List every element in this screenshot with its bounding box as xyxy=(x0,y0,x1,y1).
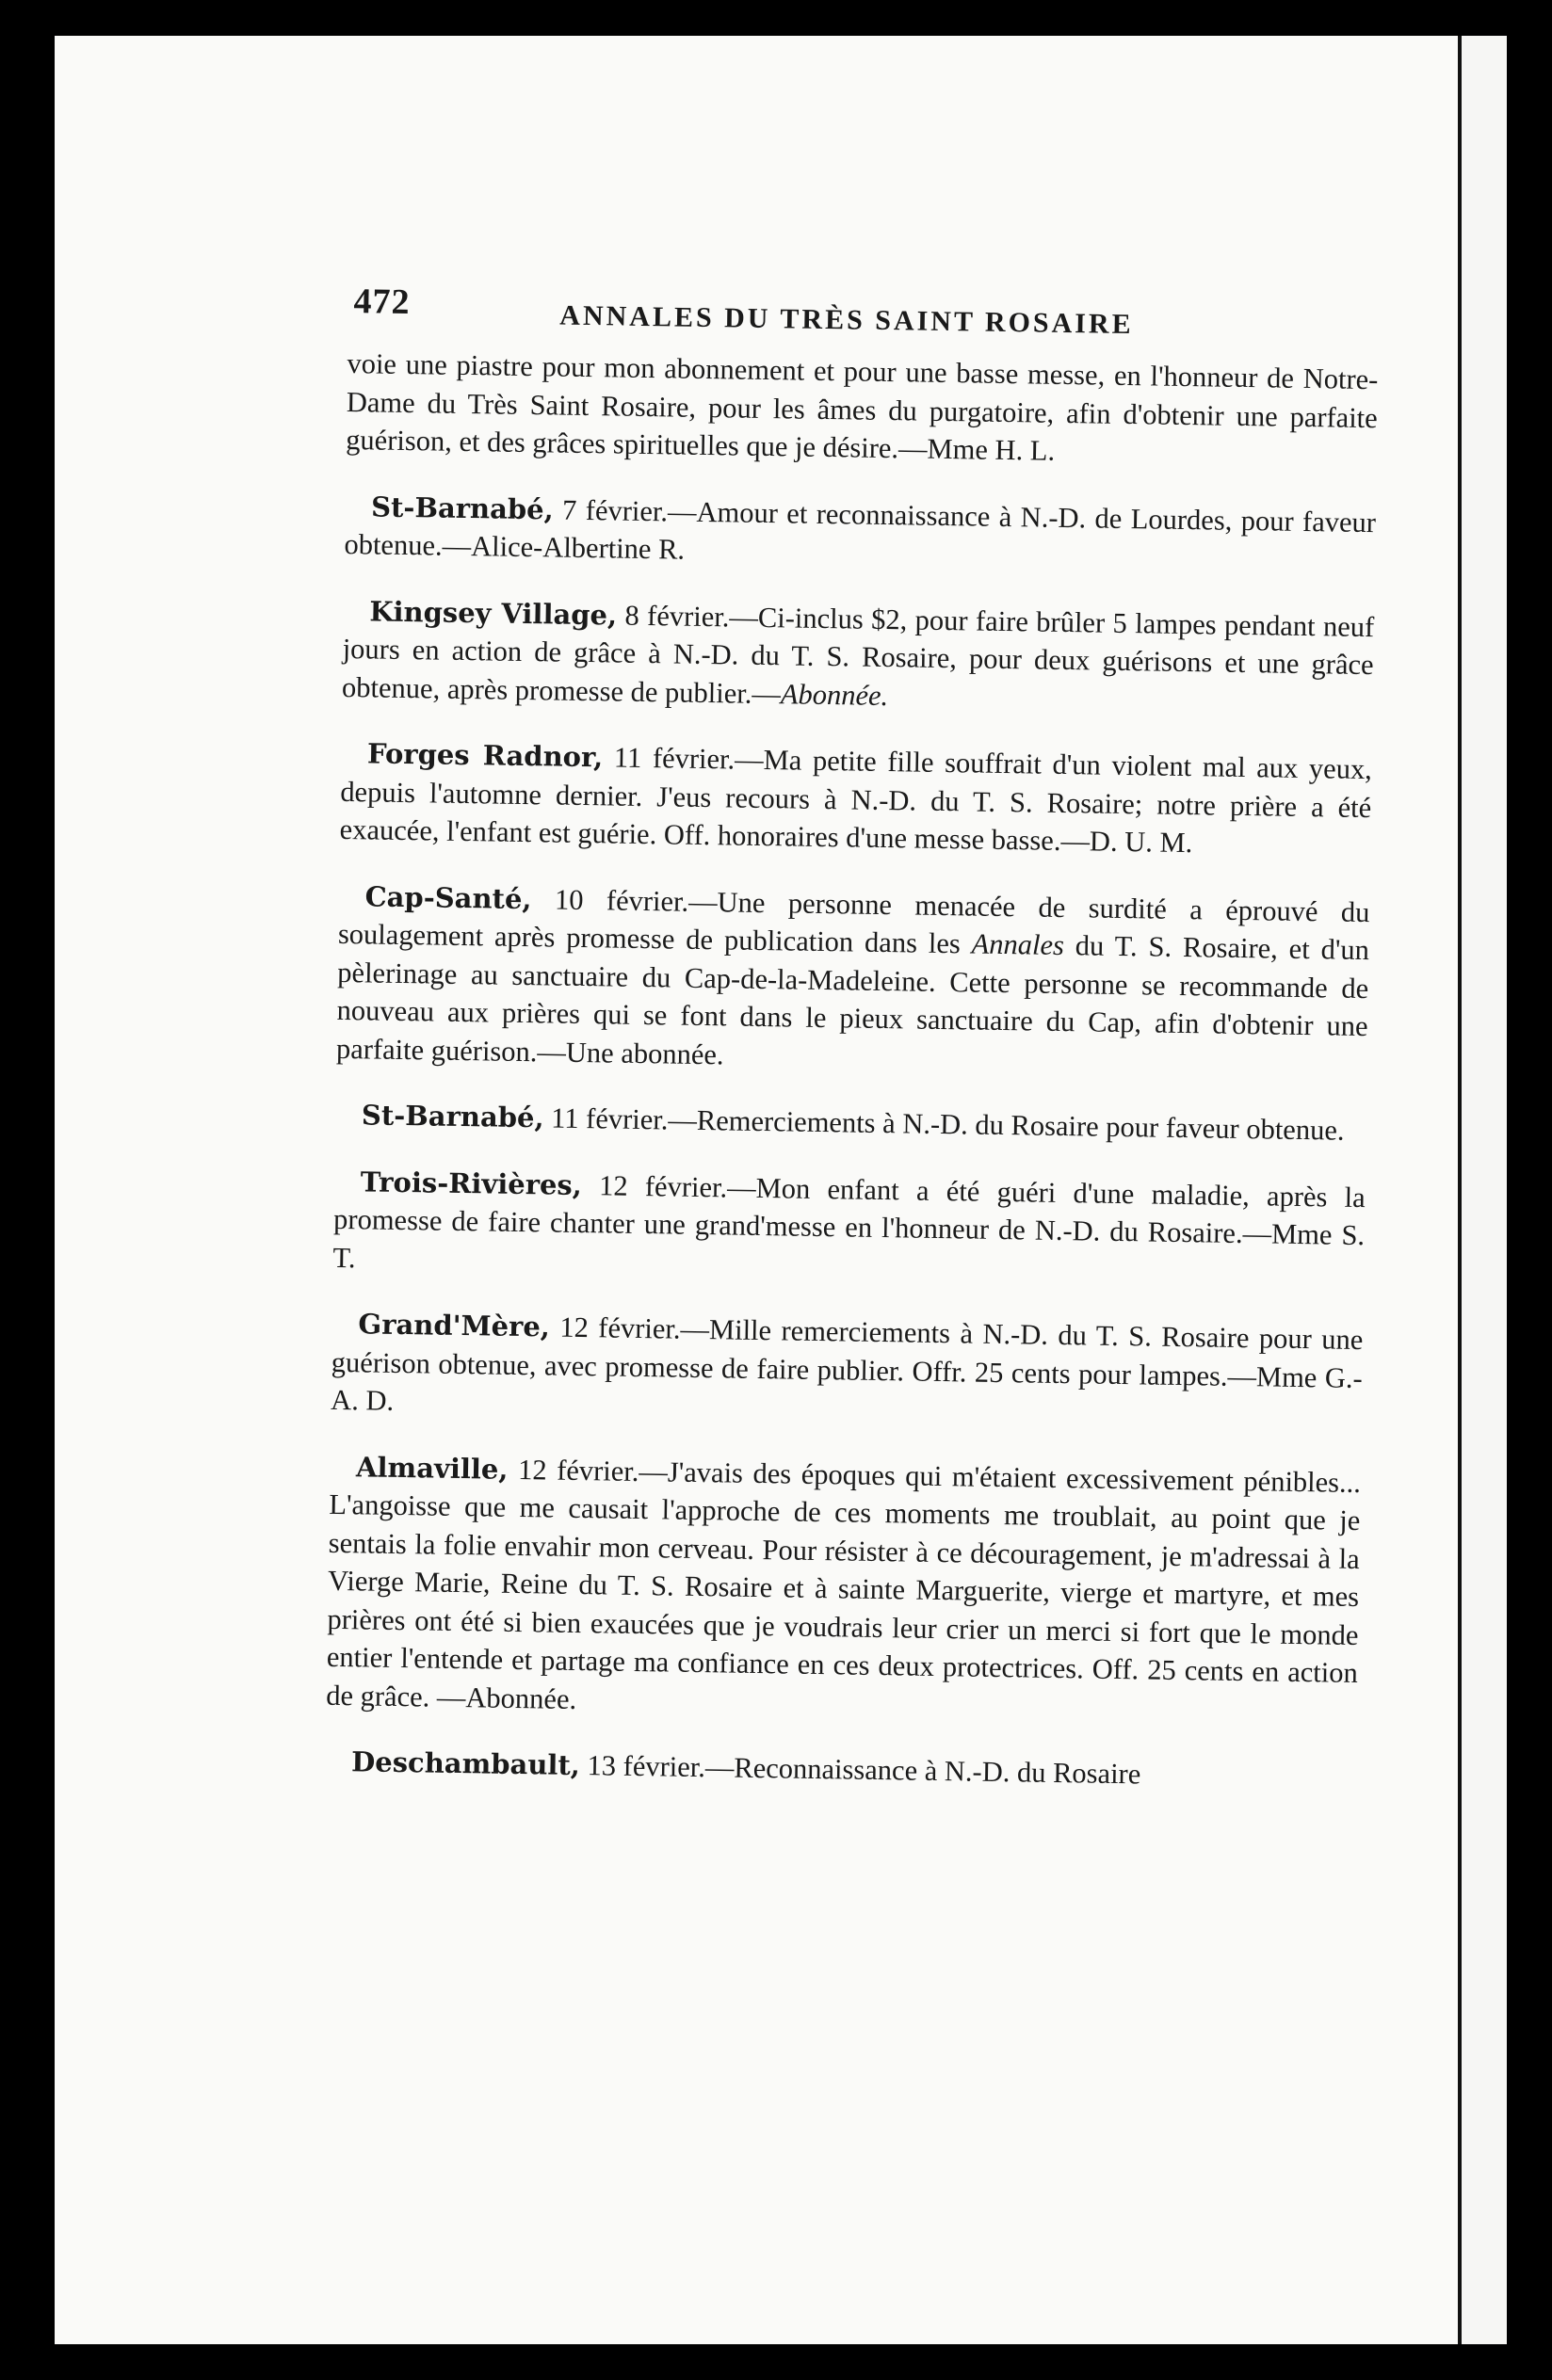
entry-almaville xyxy=(326,1447,1361,1730)
entry-signature: Abonnée. xyxy=(780,677,889,712)
entry-st-barnabe-2 xyxy=(335,1096,1367,1150)
entry-text: 11 février.—Remerciements à N.-D. du Rosaire pour faveur obtenue. xyxy=(543,1102,1345,1147)
entry-text: 13 février.—Reconnaissance à N.-D. du Rosaire xyxy=(579,1749,1141,1791)
entry-forges-radnor xyxy=(339,734,1372,865)
entry-text: 7 février.—Amour et reconnaissance à N.-D. de Lourdes, pour faveur obtenue.—Alice-Albertine R. xyxy=(344,492,1377,566)
entry-place: Trois-Rivières, xyxy=(360,1165,583,1201)
entry-place: Almaville, xyxy=(355,1450,509,1486)
entry-cap-sante xyxy=(336,876,1370,1084)
entry-place: Grand'Mère, xyxy=(358,1308,551,1343)
entry-place: Cap-Santé, xyxy=(364,879,532,915)
entry-place: St-Barnabé, xyxy=(361,1099,544,1134)
entry-deschambault xyxy=(325,1743,1357,1797)
entry-st-barnabe-1 xyxy=(344,487,1376,579)
entry-grand-mere xyxy=(331,1305,1364,1436)
entry-text: 12 février.—Mille remerciements à N.-D. du T. S. Rosaire pour une guérison obtenue, avec promesse de faire publier. Offr. 25 cents pour lampes.—Mme G.-A. D. xyxy=(330,1311,1364,1417)
entry-text-after: du T. S. Rosaire, et d'un pèlerinage au sanctuaire du Cap-de-la-Madeleine. Cette personne se recommande de nouveau aux prières qui se font dans le pieux sanctuaire du Cap, afin d'obtenir une parfaite guérison.—Une abonnée. xyxy=(335,929,1370,1070)
entry-text: 10 février.—Une personne menacée de surdité a éprouvé du soulagement après promesse de publication dans les xyxy=(337,882,1370,960)
page-header: ANNALES DU TRÈS SAINT ROSAIRE xyxy=(559,299,1134,341)
entry-text: 8 février.—Ci-inclus $2, pour faire brûler 5 lampes pendant neuf jours en action de grâce à N.-D. du T. S. Rosaire, pour deux guérisons et une grâce obtenue, après promesse de publier.— xyxy=(341,599,1375,710)
entry-text: 12 février.—J'avais des époques qui m'étaient excessivement pénibles... L'angoisse que me causait l'approche de ces moments me troublait, au point que je sentais la folie envahir mon cerveau. Pour résister à ce découragement, je m'adressai à la Vierge Marie, Reine du T. S. Rosaire et à sainte Marguerite, vierge et martyre, et mes prières ont été si bien exaucées que je voudrais leur crier un merci si fort que le monde entier l'entende et partage ma confiance en ces deux protectrices. Off. 25 cents en action de grâce. —Abonnée. xyxy=(326,1453,1362,1715)
entry-place: St-Barnabé, xyxy=(370,490,555,525)
entry-kingsey-village xyxy=(342,591,1375,722)
continued-text: voie une piastre pour mon abonnement et pour une basse messe, en l'honneur de Notre-Dame du Très Saint Rosaire, pour les âmes du purgatoire, afin d'obtenir une parfaite guérison, et des grâces spirituelles que je désire.—Mme H. L. xyxy=(345,346,1379,467)
entry-trois-rivieres xyxy=(332,1162,1366,1293)
continued-paragraph xyxy=(346,345,1379,475)
entry-place: Forges Radnor, xyxy=(366,737,604,774)
entry-place: Kingsey Village, xyxy=(369,594,618,632)
adjacent-page-edge xyxy=(1458,36,1507,2344)
entry-italic-title: Annales xyxy=(971,927,1065,962)
page-text-block xyxy=(324,273,1379,1825)
page-number: 472 xyxy=(353,281,411,323)
entry-text: 11 février.—Ma petite fille souffrait d'un violent mal aux yeux, depuis l'automne dernier. J'eus recours à N.-D. du T. S. Rosaire; notre prière a été exaucée, l'enfant est guérie. Off. honoraires d'une messe basse.—D. U. M. xyxy=(339,741,1373,860)
entry-place: Deschambault, xyxy=(350,1745,581,1782)
entry-text: 12 février.—Mon enfant a été guéri d'une maladie, après la promesse de faire chanter une grand'messe en l'honneur de N.-D. du Rosaire.—Mme S. T. xyxy=(332,1168,1366,1274)
